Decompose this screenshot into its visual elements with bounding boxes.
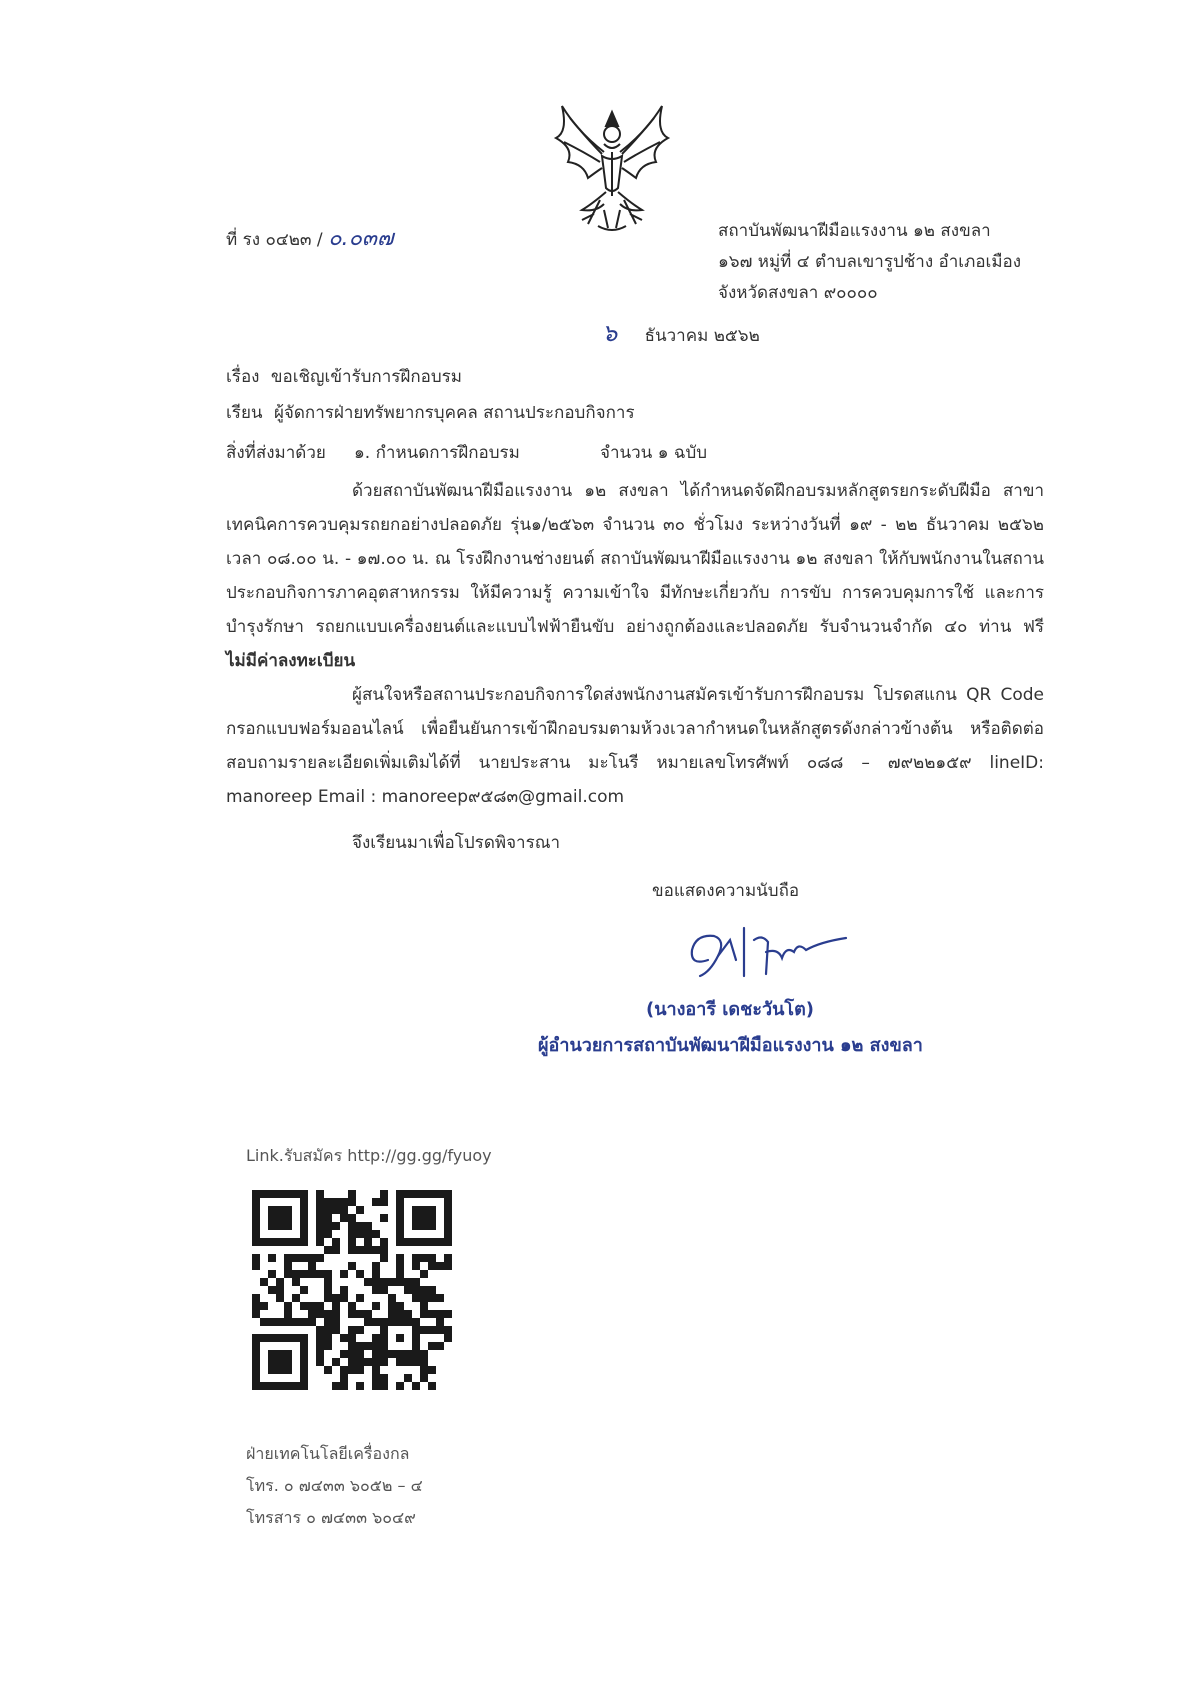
subject-line	[226, 366, 462, 388]
address-line-2: จังหวัดสงขลา ๙๐๐๐๐	[718, 283, 878, 303]
date-month-year: ธันวาคม ๒๕๖๒	[644, 326, 760, 346]
paragraph-line: ด้วยสถาบันพัฒนาฝีมือแรงงาน ๑๒ สงขลา ได้กำหนดจัดฝึกอบรมหลักสูตรยกระดับฝีมือ สาขา	[352, 481, 1044, 501]
fax-number: โทรสาร ๐ ๗๔๓๓ ๖๐๔๙	[246, 1508, 416, 1527]
enclosure-quantity: จำนวน ๑ ฉบับ	[600, 443, 708, 463]
subject-text: ขอเชิญเข้ารับการฝึกอบรม	[270, 367, 462, 387]
paragraph-line: ประกอบกิจการภาคอุตสาหกรรม ให้มีความรู้ ความเข้าใจ มีทักษะเกี่ยวกับ การขับ การควบคุมการใช้ และการ	[226, 583, 1044, 603]
document-number-handwritten: ๐.๐๓๗	[328, 226, 394, 251]
contact-block	[246, 1438, 423, 1534]
recipient-line	[226, 402, 635, 424]
paragraph-line: เทคนิคการควบคุมรถยกอย่างปลอดภัย รุ่น๑/๒๕๖๓ จำนวน ๓๐ ชั่วโมง ระหว่างวันที่ ๑๙ - ๒๒ ธันวาคม ๒๕๖๒	[226, 515, 1044, 535]
date-day-handwritten: ๖	[602, 319, 618, 347]
complimentary-close: ขอแสดงความนับถือ	[652, 881, 800, 901]
phone-number: โทร. ๐ ๗๔๓๓ ๖๐๕๒ – ๔	[246, 1476, 423, 1495]
registration-link[interactable]: Link.รับสมัคร http://gg.gg/fyuoy	[246, 1146, 492, 1165]
paragraph-line: กรอกแบบฟอร์มออนไลน์ เพื่อยืนยันการเข้าฝึกอบรมตามห้วงเวลากำหนดในหลักสูตรดังกล่าวข้างต้น หรือติดต่อ	[226, 719, 1044, 739]
institution-name: สถาบันพัฒนาฝีมือแรงงาน ๑๒ สงขลา	[718, 221, 991, 241]
enclosure-label: สิ่งที่ส่งมาด้วย	[226, 443, 326, 463]
signatory-position: ผู้อำนวยการสถาบันพัฒนาฝีมือแรงงาน ๑๒ สงขลา	[538, 1035, 923, 1056]
closing-request: จึงเรียนมาเพื่อโปรดพิจารณา	[352, 833, 561, 853]
address-line-1: ๑๖๗ หมู่ที่ ๔ ตำบลเขารูปช้าง อำเภอเมือง	[718, 252, 1022, 272]
body-paragraph-1	[226, 474, 1044, 678]
paragraph-line: บำรุงรักษา รถยกแบบเครื่องยนต์และแบบไฟฟ้ายืนขับ อย่างถูกต้องและปลอดภัย รับจำนวนจำกัด ๔๐ ท่าน ฟรี	[226, 617, 1044, 637]
enclosure-line	[226, 442, 708, 464]
signatory-name: (นางอารี เดชะวันโต)	[646, 999, 815, 1020]
recipient-label: เรียน	[226, 403, 263, 423]
handwritten-signature-icon	[670, 920, 860, 990]
recipient-text: ผู้จัดการฝ่ายทรัพยากรบุคคล สถานประกอบกิจการ	[273, 403, 635, 423]
paragraph-line: ผู้สนใจหรือสถานประกอบกิจการใดส่งพนักงานสมัครเข้ารับการฝึกอบรม โปรดสแกน QR Code	[352, 685, 1044, 705]
paragraph-line: manoreep Email : manoreep๙๕๘๓@gmail.com	[226, 787, 625, 807]
garuda-emblem-icon	[548, 92, 676, 242]
department-name: ฝ่ายเทคโนโลยีเครื่องกล	[246, 1444, 410, 1463]
letter-date	[602, 319, 760, 347]
sender-address	[718, 216, 1021, 309]
paragraph-line: สอบถามรายละเอียดเพิ่มเติมได้ที่ นายประสาน มะโนรี หมายเลขโทรศัพท์ ๐๘๘ – ๗๙๒๒๑๕๙ lineID:	[226, 753, 1044, 773]
subject-label: เรื่อง	[226, 367, 260, 387]
registration-qr-code[interactable]	[252, 1190, 452, 1390]
paragraph-line-bold: ไม่มีค่าลงทะเบียน	[226, 651, 356, 671]
paragraph-line: เวลา ๐๘.๐๐ น. - ๑๗.๐๐ น. ณ โรงฝึกงานช่างยนต์ สถาบันพัฒนาฝีมือแรงงาน ๑๒ สงขลา ให้กับพนักงานในสถาน	[226, 549, 1044, 569]
document-number-prefix: ที่ รง ๐๔๒๓ /	[226, 230, 323, 250]
enclosure-item: ๑. กำหนดการฝึกอบรม	[354, 443, 520, 463]
document-number	[226, 228, 394, 251]
body-paragraph-2	[226, 678, 1044, 814]
